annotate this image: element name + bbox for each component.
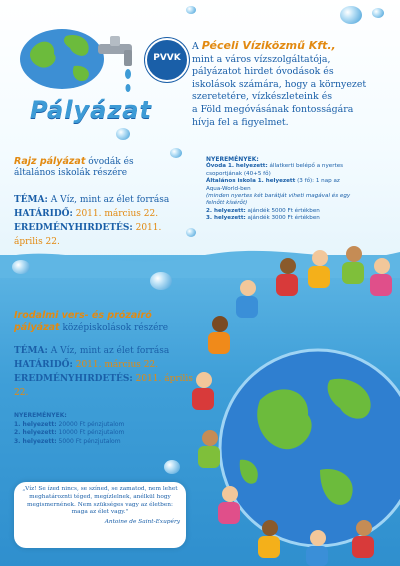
child-figure — [342, 262, 364, 284]
tema-value: A Víz, mint az élet forrása — [50, 195, 170, 205]
prize-row — [14, 421, 174, 430]
prize-value: 5000 Ft pénzjutalom — [58, 437, 121, 445]
eredmeny-label: EREDMÉNYHIRDETÉS: — [14, 374, 133, 384]
pvvk-logo-text: PVVK — [153, 53, 181, 63]
section-drawing-contest — [14, 156, 192, 249]
hatarido-value: 2011. március 22. — [75, 360, 159, 370]
intro-line: hívja fel a figyelmet. — [192, 116, 289, 128]
section-literary-contest — [14, 310, 204, 400]
water-drop — [340, 6, 362, 24]
prize-row — [14, 429, 174, 438]
eredmeny-value: 2011. április 22. — [14, 374, 193, 398]
intro-line: pályázatot hirdet óvodások és — [192, 66, 334, 78]
section1-title: Rajz pályázat — [14, 156, 86, 167]
intro-line: szeretetére, vízkészleteink és — [192, 91, 333, 103]
hatarido-value: 2011. március 22. — [75, 209, 159, 219]
prize-label: 1. helyezett: — [14, 420, 57, 428]
child-figure — [308, 266, 330, 288]
intro-line: iskolások számára, hogy a környezet — [192, 78, 367, 90]
intro-line: a Föld megóvásának fontosságára — [192, 103, 354, 115]
child-figure — [346, 246, 362, 262]
quote-author: Antoine de Saint-Exupéry — [104, 519, 180, 526]
quote-box — [14, 482, 186, 548]
child-figure — [198, 446, 220, 468]
child-figure — [222, 486, 238, 502]
water-drop — [372, 8, 384, 18]
child-figure — [236, 296, 258, 318]
eredmeny-label: EREDMÉNYHIRDETÉS: — [14, 223, 133, 233]
child-figure — [352, 536, 374, 558]
prize-value: állatkerti belépő a nyertes — [269, 163, 344, 170]
child-figure — [212, 316, 228, 332]
prize-value: csoportjának (40+5 fő) — [206, 170, 271, 177]
child-figure — [276, 274, 298, 296]
section2-title-line2a: pályázat — [14, 322, 60, 333]
intro-text — [192, 40, 392, 129]
section2-title-line2b: középiskolások részére — [62, 323, 169, 333]
child-figure — [218, 502, 240, 524]
section1-title-line2: általános iskolák részére — [14, 168, 128, 178]
earth-faucet-illustration — [14, 14, 154, 99]
child-figure — [202, 430, 218, 446]
eredmeny-value: 2011. április 22. — [14, 223, 162, 247]
child-figure — [262, 520, 278, 536]
prize-label: 3. helyezett: — [206, 215, 246, 222]
prize-value: ajándék 5000 Ft értékben — [247, 207, 320, 214]
prizes-section2 — [14, 412, 174, 446]
hatarido-label: HATÁRIDŐ: — [14, 360, 73, 370]
water-drop — [186, 6, 196, 14]
prize-label: 2. helyezett: — [14, 429, 57, 437]
prize-value: 20000 Ft pénzjutalom — [58, 420, 125, 428]
child-figure — [240, 280, 256, 296]
prize-label: Általános iskola 1. helyezett — [206, 178, 296, 185]
water-drop — [150, 272, 172, 290]
intro-brand: Péceli Víziközmű Kft., — [201, 39, 336, 52]
pvvk-logo — [145, 38, 189, 82]
child-figure — [370, 274, 392, 296]
prizes-section1 — [206, 156, 391, 223]
prize-note: felnőtt kísérőt) — [206, 200, 248, 207]
prize-value: (3 fő): 1 nap az — [297, 178, 340, 185]
quote-text: „Víz! Se ízed nincs, se színed, se zamatod, nem lehet meghatároznti téged, megízlelnek, anélkül hogy megismernének. Nem szükséges vagy az életben: maga az élet vagy." — [22, 486, 178, 516]
water-drop — [164, 460, 180, 474]
prize-value: ajándék 3000 Ft értékben — [247, 215, 320, 222]
water-drop — [116, 128, 130, 140]
child-figure — [258, 536, 280, 558]
intro-line: mint a város vízszolgáltatója, — [192, 53, 331, 65]
prizes2-header: NYEREMÉNYEK: — [14, 412, 67, 419]
child-figure — [356, 520, 372, 536]
prizes1-header: NYEREMÉNYEK: — [206, 156, 259, 163]
section1-title-rest: óvodák és — [88, 157, 134, 167]
child-figure — [280, 258, 296, 274]
prize-value: Aqua-World-ben — [206, 185, 251, 192]
prize-label: Óvoda 1. helyezett: — [206, 163, 268, 170]
prize-note: (minden nyertes két barátját viheti magával és egy — [206, 193, 351, 200]
page-title: Pályázat — [30, 96, 152, 124]
prize-label: 3. helyezett: — [14, 437, 57, 445]
section2-title-line1: Irodalmi vers- és prózaíró — [14, 310, 152, 321]
water-drop — [12, 260, 30, 274]
hatarido-label: HATÁRIDŐ: — [14, 209, 73, 219]
tema-label: TÉMA: — [14, 195, 48, 205]
tema-label: TÉMA: — [14, 346, 48, 356]
prize-row — [14, 438, 174, 447]
tema-value: A Víz, mint az élet forrása — [50, 346, 170, 356]
prize-value: 10000 Ft pénzjutalom — [58, 429, 125, 437]
child-figure — [312, 250, 328, 266]
child-figure — [208, 332, 230, 354]
child-figure — [310, 530, 326, 546]
section1-details — [14, 193, 192, 249]
prize-label: 2. helyezett: — [206, 207, 246, 214]
section2-details — [14, 344, 204, 400]
child-figure — [374, 258, 390, 274]
intro-lead: A — [192, 41, 199, 52]
child-figure — [306, 546, 328, 566]
